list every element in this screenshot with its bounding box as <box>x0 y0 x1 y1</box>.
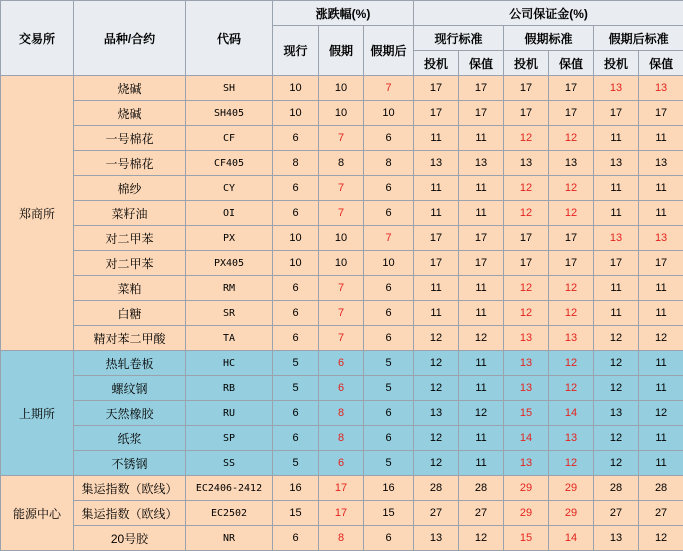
margin-cell: 15 <box>504 401 549 426</box>
margin-cell: 13 <box>639 76 683 101</box>
margin-cell: 12 <box>639 526 683 551</box>
contract-header: 品种/合约 <box>74 1 186 76</box>
margin-cell: 12 <box>639 401 683 426</box>
margin-cell: 13 <box>414 526 459 551</box>
margin-cell: 17 <box>504 226 549 251</box>
margin-cell: 12 <box>594 451 639 476</box>
change-cell: 6 <box>364 126 414 151</box>
change-cell: 5 <box>364 376 414 401</box>
code-cell: OI <box>186 201 273 226</box>
margin-cell: 13 <box>504 376 549 401</box>
margin-cell: 29 <box>549 476 594 501</box>
table-row <box>1 101 683 126</box>
change-cell: 5 <box>273 376 319 401</box>
change-cell: 6 <box>273 301 319 326</box>
contract-cell: 烧碱 <box>74 101 186 126</box>
table-row <box>1 151 683 176</box>
change-col-holiday: 假期 <box>319 26 364 76</box>
change-cell: 6 <box>364 526 414 551</box>
margin-cell: 17 <box>504 76 549 101</box>
table-row <box>1 376 683 401</box>
margin-col-hedge: 保值 <box>459 51 504 76</box>
margin-cell: 15 <box>504 526 549 551</box>
exchange-cell: 上期所 <box>1 351 74 476</box>
contract-cell: 20号胶 <box>74 526 186 551</box>
margin-cell: 13 <box>549 326 594 351</box>
change-cell: 6 <box>364 426 414 451</box>
margin-cell: 12 <box>414 376 459 401</box>
contract-cell: 一号棉花 <box>74 126 186 151</box>
margin-cell: 27 <box>414 501 459 526</box>
change-cell: 8 <box>364 151 414 176</box>
contract-cell: 精对苯二甲酸 <box>74 326 186 351</box>
change-group-header: 涨跌幅(%) <box>273 1 414 26</box>
margin-col-speculate: 投机 <box>594 51 639 76</box>
change-cell: 7 <box>319 126 364 151</box>
margin-cell: 17 <box>549 226 594 251</box>
margin-cell: 11 <box>459 176 504 201</box>
margin-cell: 12 <box>594 326 639 351</box>
margin-cell: 13 <box>414 401 459 426</box>
change-cell: 6 <box>273 426 319 451</box>
margin-cell: 29 <box>504 501 549 526</box>
contract-cell: 对二甲苯 <box>74 226 186 251</box>
code-cell: SS <box>186 451 273 476</box>
margin-cell: 12 <box>549 126 594 151</box>
margin-cell: 12 <box>504 176 549 201</box>
margin-cell: 11 <box>639 126 683 151</box>
contract-cell: 烧碱 <box>74 76 186 101</box>
margin-cell: 11 <box>639 426 683 451</box>
change-cell: 10 <box>319 101 364 126</box>
margin-cell: 11 <box>639 351 683 376</box>
code-cell: RM <box>186 276 273 301</box>
margin-cell: 17 <box>549 76 594 101</box>
table-row <box>1 401 683 426</box>
change-cell: 5 <box>364 351 414 376</box>
change-cell: 7 <box>364 76 414 101</box>
code-cell: CY <box>186 176 273 201</box>
margin-cell: 17 <box>414 76 459 101</box>
change-cell: 6 <box>319 451 364 476</box>
margin-cell: 11 <box>594 176 639 201</box>
margin-cell: 11 <box>459 201 504 226</box>
change-cell: 5 <box>364 451 414 476</box>
change-cell: 8 <box>319 526 364 551</box>
margin-cell: 11 <box>459 376 504 401</box>
code-cell: RU <box>186 401 273 426</box>
margin-cell: 11 <box>594 276 639 301</box>
change-cell: 7 <box>319 326 364 351</box>
change-col-current: 现行 <box>273 26 319 76</box>
change-cell: 6 <box>364 276 414 301</box>
margin-cell: 17 <box>414 226 459 251</box>
code-cell: SH <box>186 76 273 101</box>
margin-cell: 17 <box>414 101 459 126</box>
contract-cell: 菜籽油 <box>74 201 186 226</box>
margin-cell: 29 <box>504 476 549 501</box>
change-cell: 6 <box>364 326 414 351</box>
margin-cell: 12 <box>504 126 549 151</box>
change-cell: 17 <box>319 476 364 501</box>
table-row <box>1 226 683 251</box>
change-cell: 10 <box>273 226 319 251</box>
change-cell: 10 <box>273 251 319 276</box>
margin-cell: 28 <box>594 476 639 501</box>
change-cell: 15 <box>364 501 414 526</box>
code-cell: RB <box>186 376 273 401</box>
margin-cell: 17 <box>459 251 504 276</box>
table-row <box>1 326 683 351</box>
margin-cell: 12 <box>459 326 504 351</box>
margin-cell: 12 <box>639 326 683 351</box>
change-cell: 7 <box>319 301 364 326</box>
code-cell: SR <box>186 301 273 326</box>
margin-cell: 17 <box>594 101 639 126</box>
change-cell: 5 <box>273 451 319 476</box>
change-cell: 8 <box>319 426 364 451</box>
margin-cell: 12 <box>594 351 639 376</box>
contract-cell: 一号棉花 <box>74 151 186 176</box>
table-row <box>1 526 683 551</box>
change-cell: 17 <box>319 501 364 526</box>
margin-cell: 12 <box>504 301 549 326</box>
change-cell: 7 <box>319 276 364 301</box>
code-cell: SH405 <box>186 101 273 126</box>
margin-cell: 11 <box>459 126 504 151</box>
table-row <box>1 76 683 101</box>
contract-cell: 对二甲苯 <box>74 251 186 276</box>
contract-cell: 螺纹钢 <box>74 376 186 401</box>
margin-cell: 29 <box>549 501 594 526</box>
margin-cell: 12 <box>414 351 459 376</box>
margin-cell: 13 <box>639 226 683 251</box>
table-row <box>1 351 683 376</box>
contract-cell: 棉纱 <box>74 176 186 201</box>
change-cell: 6 <box>364 301 414 326</box>
change-cell: 10 <box>319 251 364 276</box>
margin-cell: 11 <box>594 201 639 226</box>
table-row <box>1 501 683 526</box>
contract-cell: 白糖 <box>74 301 186 326</box>
margin-cell: 13 <box>504 151 549 176</box>
margin-cell: 12 <box>549 201 594 226</box>
margin-cell: 17 <box>504 101 549 126</box>
change-cell: 16 <box>364 476 414 501</box>
margin-col-speculate: 投机 <box>504 51 549 76</box>
margin-cell: 11 <box>594 126 639 151</box>
margin-cell: 12 <box>504 276 549 301</box>
change-cell: 6 <box>273 526 319 551</box>
table-row <box>1 301 683 326</box>
table-body <box>1 76 683 551</box>
code-cell: SP <box>186 426 273 451</box>
contract-cell: 纸浆 <box>74 426 186 451</box>
margin-cell: 11 <box>414 276 459 301</box>
margin-cell: 11 <box>414 201 459 226</box>
margin-cell: 12 <box>414 326 459 351</box>
change-cell: 15 <box>273 501 319 526</box>
margin-cell: 14 <box>549 526 594 551</box>
change-col-after: 假期后 <box>364 26 414 76</box>
margin-cell: 11 <box>639 201 683 226</box>
exchange-header: 交易所 <box>1 1 74 76</box>
change-cell: 6 <box>273 201 319 226</box>
code-cell: HC <box>186 351 273 376</box>
change-cell: 6 <box>273 126 319 151</box>
table-row <box>1 276 683 301</box>
margin-subgroup-current: 现行标准 <box>414 26 504 51</box>
table-header <box>1 1 683 76</box>
margin-cell: 13 <box>594 401 639 426</box>
margin-cell: 14 <box>504 426 549 451</box>
change-cell: 7 <box>319 176 364 201</box>
margin-cell: 13 <box>639 151 683 176</box>
contract-cell: 集运指数（欧线） <box>74 476 186 501</box>
margin-cell: 13 <box>459 151 504 176</box>
code-cell: PX <box>186 226 273 251</box>
margin-cell: 11 <box>459 426 504 451</box>
change-cell: 10 <box>319 76 364 101</box>
margin-cell: 28 <box>414 476 459 501</box>
change-cell: 7 <box>319 201 364 226</box>
margin-col-hedge: 保值 <box>549 51 594 76</box>
margin-cell: 11 <box>414 126 459 151</box>
margin-cell: 13 <box>504 451 549 476</box>
margin-cell: 12 <box>459 526 504 551</box>
change-cell: 8 <box>319 401 364 426</box>
margin-col-speculate: 投机 <box>414 51 459 76</box>
code-cell: EC2502 <box>186 501 273 526</box>
margin-cell: 17 <box>459 226 504 251</box>
table-row <box>1 451 683 476</box>
code-cell: CF <box>186 126 273 151</box>
margin-cell: 13 <box>549 426 594 451</box>
margin-cell: 27 <box>459 501 504 526</box>
margin-cell: 11 <box>639 276 683 301</box>
margin-cell: 11 <box>459 301 504 326</box>
exchange-cell: 郑商所 <box>1 76 74 351</box>
code-cell: NR <box>186 526 273 551</box>
margin-subgroup-after: 假期后标准 <box>594 26 683 51</box>
change-cell: 6 <box>364 401 414 426</box>
margin-cell: 13 <box>414 151 459 176</box>
margin-cell: 13 <box>504 351 549 376</box>
margin-cell: 17 <box>459 76 504 101</box>
contract-cell: 集运指数（欧线） <box>74 501 186 526</box>
margin-cell: 11 <box>414 301 459 326</box>
table-row <box>1 476 683 501</box>
margin-subgroup-holiday: 假期标准 <box>504 26 594 51</box>
change-cell: 6 <box>364 201 414 226</box>
margin-cell: 11 <box>639 376 683 401</box>
change-cell: 10 <box>273 76 319 101</box>
change-cell: 10 <box>273 101 319 126</box>
margin-cell: 12 <box>549 301 594 326</box>
change-cell: 8 <box>273 151 319 176</box>
code-cell: PX405 <box>186 251 273 276</box>
margin-cell: 12 <box>414 426 459 451</box>
margin-cell: 17 <box>639 251 683 276</box>
table-row <box>1 426 683 451</box>
margin-cell: 12 <box>549 376 594 401</box>
margin-cell: 11 <box>594 301 639 326</box>
change-cell: 8 <box>319 151 364 176</box>
table-row <box>1 126 683 151</box>
margin-cell: 17 <box>504 251 549 276</box>
margin-cell: 11 <box>639 451 683 476</box>
change-cell: 7 <box>364 226 414 251</box>
margin-cell: 12 <box>459 401 504 426</box>
change-cell: 10 <box>364 101 414 126</box>
code-cell: CF405 <box>186 151 273 176</box>
change-cell: 6 <box>273 401 319 426</box>
margin-cell: 13 <box>594 76 639 101</box>
margin-cell: 27 <box>639 501 683 526</box>
margin-cell: 13 <box>594 151 639 176</box>
margin-cell: 12 <box>549 276 594 301</box>
change-cell: 10 <box>319 226 364 251</box>
margin-cell: 11 <box>459 351 504 376</box>
margin-cell: 12 <box>414 451 459 476</box>
change-cell: 6 <box>273 276 319 301</box>
change-cell: 6 <box>319 351 364 376</box>
change-cell: 10 <box>364 251 414 276</box>
margin-cell: 11 <box>459 276 504 301</box>
margin-cell: 12 <box>549 176 594 201</box>
code-header: 代码 <box>186 1 273 76</box>
margin-cell: 11 <box>459 451 504 476</box>
code-cell: TA <box>186 326 273 351</box>
margin-cell: 17 <box>594 251 639 276</box>
change-cell: 6 <box>319 376 364 401</box>
contract-cell: 不锈钢 <box>74 451 186 476</box>
contract-cell: 热轧卷板 <box>74 351 186 376</box>
margin-cell: 13 <box>594 526 639 551</box>
margin-group-header: 公司保证金(%) <box>414 1 683 26</box>
margin-cell: 12 <box>594 376 639 401</box>
margin-cell: 11 <box>639 301 683 326</box>
margin-cell: 13 <box>594 226 639 251</box>
margin-cell: 13 <box>549 151 594 176</box>
margin-cell: 17 <box>549 251 594 276</box>
margin-cell: 12 <box>594 426 639 451</box>
change-cell: 6 <box>273 326 319 351</box>
margin-cell: 28 <box>459 476 504 501</box>
code-cell: EC2406-2412 <box>186 476 273 501</box>
table-row <box>1 176 683 201</box>
contract-cell: 天然橡胶 <box>74 401 186 426</box>
margin-cell: 14 <box>549 401 594 426</box>
margin-cell: 13 <box>504 326 549 351</box>
change-cell: 16 <box>273 476 319 501</box>
margin-cell: 17 <box>414 251 459 276</box>
margin-cell: 12 <box>504 201 549 226</box>
margin-col-hedge: 保值 <box>639 51 683 76</box>
table-row <box>1 201 683 226</box>
margin-cell: 12 <box>549 351 594 376</box>
margin-cell: 12 <box>549 451 594 476</box>
margin-cell: 11 <box>414 176 459 201</box>
margin-cell: 17 <box>639 101 683 126</box>
margin-cell: 27 <box>594 501 639 526</box>
margin-cell: 17 <box>549 101 594 126</box>
margin-cell: 28 <box>639 476 683 501</box>
margin-cell: 11 <box>639 176 683 201</box>
change-cell: 6 <box>364 176 414 201</box>
margin-cell: 17 <box>459 101 504 126</box>
change-cell: 5 <box>273 351 319 376</box>
change-cell: 6 <box>273 176 319 201</box>
exchange-cell: 能源中心 <box>1 476 74 551</box>
contract-cell: 菜粕 <box>74 276 186 301</box>
table-row <box>1 251 683 276</box>
